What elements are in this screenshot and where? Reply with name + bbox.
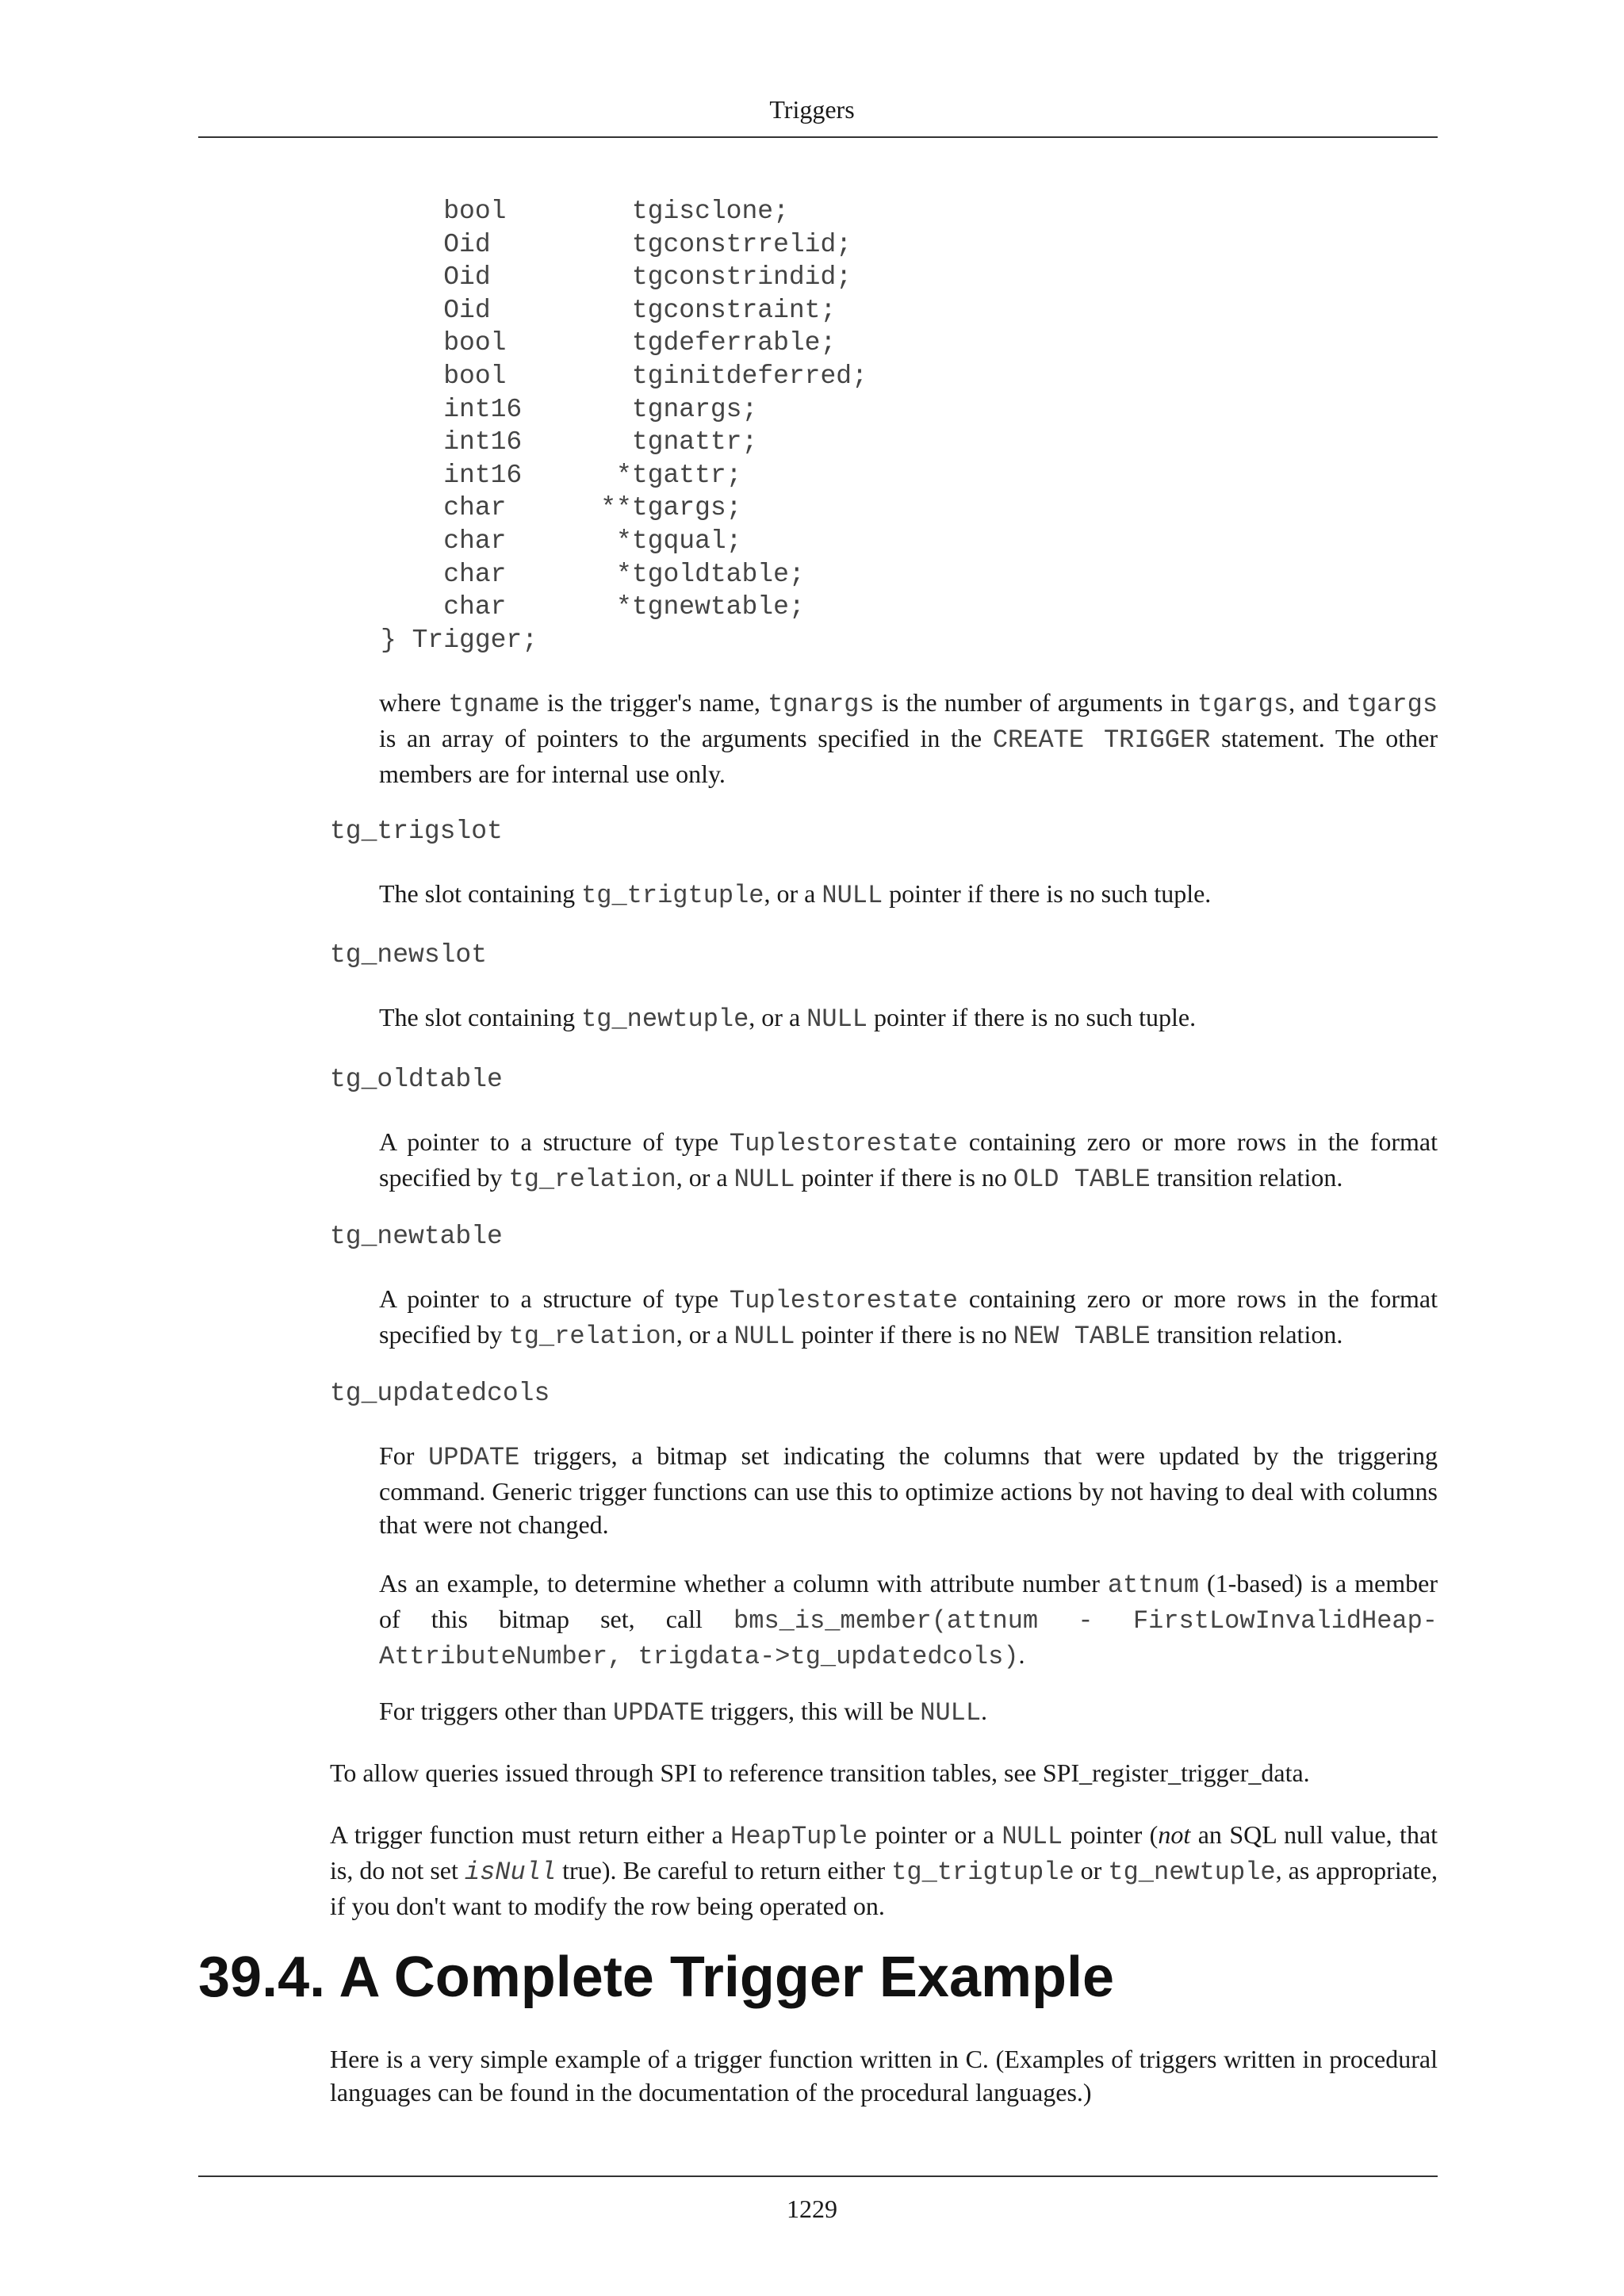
code-line: Oid tgconstrindid; (381, 262, 852, 293)
code-line: bool tgisclone; (381, 197, 789, 226)
code-line: bool tgdeferrable; (381, 328, 837, 358)
tg-updatedcols-note: For triggers other than UPDATE triggers, this will be NULL. (379, 1697, 988, 1728)
code-line: bool tginitdeferred; (381, 361, 868, 391)
tg-oldtable-description: A pointer to a structure of type Tuplestorestate containing zero or more rows in the format specified by tg_relation, or a NULL pointer if there is no OLD TABLE transition relation. (379, 1127, 1438, 1194)
section-heading: 39.4. A Complete Trigger Example (198, 1946, 1115, 2009)
term-tg-newtable: tg_newtable (330, 1222, 503, 1251)
trigger-struct-code (381, 195, 868, 656)
code-line: char *tgnewtable; (381, 592, 805, 622)
code-line: } Trigger; (381, 625, 538, 655)
trigger-struct-description: where tgname is the trigger's name, tgnargs is the number of arguments in tgargs, and tgargs is an array of pointers to the arguments specified in the CREATE TRIGGER statement. The other members are for internal use only. (379, 688, 1438, 788)
spi-transition-tables-paragraph: To allow queries issued through SPI to reference transition tables, see SPI_register_trigger_data. (330, 1758, 1310, 1787)
term-tg-newslot: tg_newslot (330, 940, 488, 970)
term-tg-updatedcols: tg_updatedcols (330, 1379, 550, 1408)
tg-newslot-description: The slot containing tg_newtuple, or a NULL pointer if there is no such tuple. (379, 1003, 1197, 1034)
code-line: char *tgqual; (381, 526, 742, 556)
code-line: char **tgargs; (381, 493, 742, 523)
code-line: int16 tgnattr; (381, 427, 758, 457)
code-line: int16 tgnargs; (381, 394, 758, 424)
tg-newtable-description: A pointer to a structure of type Tuplestorestate containing zero or more rows in the format specified by tg_relation, or a NULL pointer if there is no NEW TABLE transition relation. (379, 1284, 1438, 1351)
tg-updatedcols-example: As an example, to determine whether a column with attribute number attnum (1-based) is a member of this bitmap set, call bms_is_member(attnum - FirstLowInvalidHeapAttributeNumber, trigdata->tg_updatedcols). (379, 1569, 1438, 1671)
code-line: Oid tgconstraint; (381, 295, 837, 325)
code-line: Oid tgconstrrelid; (381, 229, 852, 259)
tg-updatedcols-description: For UPDATE triggers, a bitmap set indicating the columns that were updated by the triggering command. Generic trigger functions can use this to optimize actions by not having to deal with columns that were not changed. (379, 1441, 1438, 1539)
trigger-return-paragraph: A trigger function must return either a HeapTuple pointer or a NULL pointer (not an SQL null value, that is, do not set isNull true). Be careful to return either tg_trigtuple or tg_newtuple, as appropriate, if you don't want to modify the row being operated on. (330, 1820, 1438, 1920)
term-tg-trigslot: tg_trigslot (330, 817, 503, 846)
tg-trigslot-description: The slot containing tg_trigtuple, or a NULL pointer if there is no such tuple. (379, 879, 1212, 910)
code-line: int16 *tgattr; (381, 460, 742, 490)
page-number: 1229 (787, 2195, 837, 2223)
header-rule (198, 136, 1438, 138)
term-tg-oldtable: tg_oldtable (330, 1065, 503, 1094)
running-header: Triggers (769, 95, 855, 124)
code-line: char *tgoldtable; (381, 559, 805, 589)
footer-rule (198, 2175, 1438, 2177)
section-intro-paragraph: Here is a very simple example of a trigger function written in C. (Examples of triggers written in procedural languages can be found in the documentation of the procedural languages.) (330, 2045, 1438, 2107)
